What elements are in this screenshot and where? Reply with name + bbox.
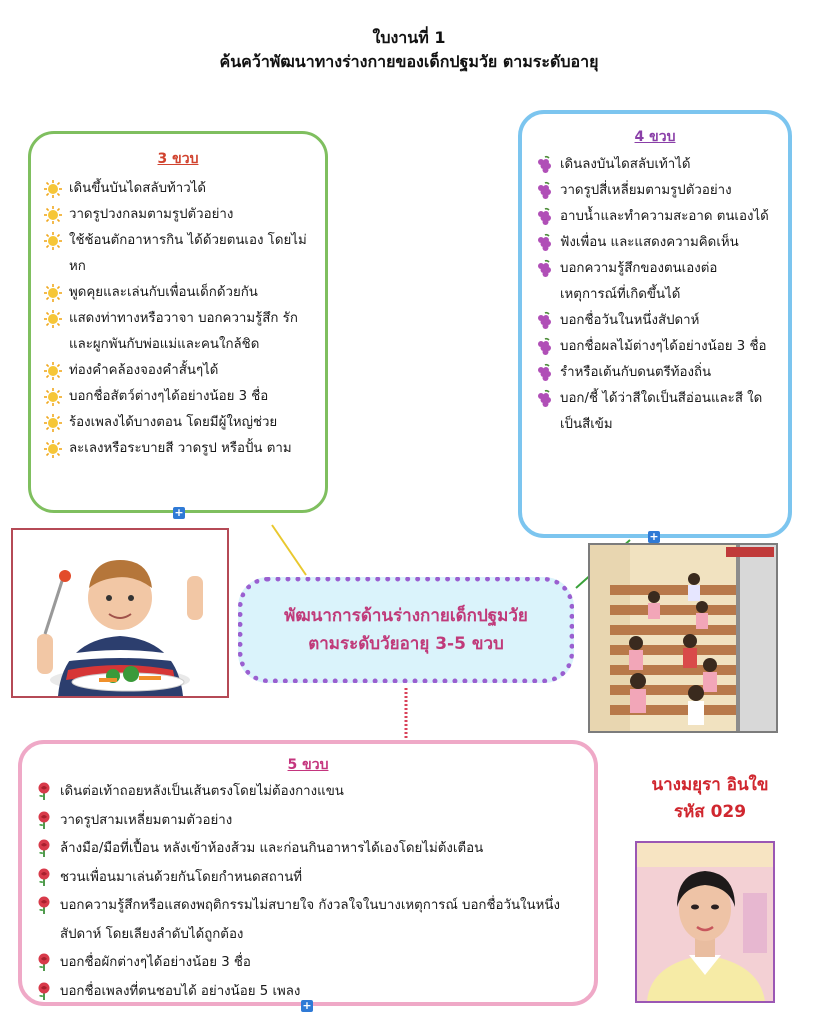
node-5-years-item-text: บอกความรู้สึกหรือแสดงพฤติกรรมไม่สบายใจ กังวลใจในบางเหตุการณ์ บอกชื่อวันในหนึ่งสัปดาห์ โดยเลียงลำดับได้ถูกต้อง [60,898,560,942]
node-3-years-item-text: เดินขึ้นบันไดสลับท้าวได้ [69,181,207,196]
rose-icon [34,952,54,972]
sun-icon [43,361,63,381]
author-name: นางมยุรา อินใข [651,775,769,795]
expand-node-5-years-button[interactable]: + [302,999,312,1012]
node-3-years-item [41,306,315,358]
central-topic-line1: พัฒนาการด้านร่างกายเด็กปฐมวัย [284,606,528,626]
node-5-years-item [32,949,584,978]
node-3-years-item-text: วาดรูปวงกลมตามรูปตัวอย่าง [69,207,234,222]
node-5-years-item-text: ล้างมือ/มือที่เปื้อน หลังเข้าห้องส้วม และก่อนกินอาหารได้เองโดยไม่ต้งเตือน [60,841,484,856]
sun-icon [43,283,63,303]
central-topic-node[interactable] [238,577,574,683]
node-5-years-item-text: บอกชื่อเพลงที่ตนชอบได้ อย่างน้อย 5 เพลง [60,983,301,999]
node-5-years-item [32,864,584,893]
author-student-code: รหัส 029 [673,802,747,822]
node-3-years-item [41,410,315,436]
node-4-years-item [532,386,778,438]
worksheet-number: ใบงานที่ 1 [372,28,446,47]
node-4-years-item-text: บอกความรู้สึกของตนเองต่อ เหตุการณ์ที่เกิดขึ้นได้ [560,261,718,302]
node-3-years-item [41,202,315,228]
sun-icon [43,179,63,199]
grapes-icon [534,207,554,227]
rose-icon [34,867,54,887]
node-3-years-item [41,228,315,280]
node-5-years-item-text: บอกชื่อผักต่างๆได้อย่างน้อย 3 ชื่อ [60,955,251,970]
node-3-years-item-text: พูดคุยและเล่นกับเพื่อนเด็กด้วยกัน [69,285,258,300]
node-5-years-item [32,835,584,864]
node-3-years-item [41,358,315,384]
sun-icon [43,231,63,251]
children-on-stairs-photo [588,543,778,733]
node-4-years-item [532,230,778,256]
rose-icon [34,981,54,1001]
rose-icon [34,895,54,915]
sun-icon [43,413,63,433]
grapes-icon [534,337,554,357]
node-4-years-item [532,334,778,360]
node-4-years-item [532,178,778,204]
grapes-icon [534,181,554,201]
node-4-years-heading: 4 ขวบ [634,129,676,145]
node-4-years-item-text: บอกชื่อผลไม้ต่างๆได้อย่างน้อย 3 ชื่อ [560,339,767,354]
node-5-years[interactable] [18,740,598,1006]
node-5-years-item [32,807,584,836]
central-topic-line2: ตามระดับวัยอายุ 3-5 ขวบ [308,634,504,654]
node-3-years-heading: 3 ขวบ [157,151,199,167]
node-4-years-item-text: บอก/ชี้ ได้ว่าสีใดเป็นสีอ่อนและสี ใดเป็นสีเข้ม [560,391,763,432]
node-3-years-item-text: บอกชื่อสัตว์ต่างๆได้อย่างน้อย 3 ชื่อ [69,389,269,404]
node-4-years-item [532,152,778,178]
node-3-years-item-text: ร้องเพลงได้บางตอน โดยมีผู้ใหญ่ช่วย [69,415,278,430]
rose-icon [34,781,54,801]
node-3-years-item-text: ใช้ช้อนตักอาหารกิน ได้ด้วยตนเอง โดยไม่หก [69,233,307,274]
node-5-years-list [22,778,594,1006]
expand-node-3-years-button[interactable]: + [174,506,184,519]
node-4-years-item-text: ฟังเพื่อน และแสดงความคิดเห็น [560,235,739,250]
boy-eating-photo [11,528,229,698]
node-5-years-item [32,892,584,949]
node-5-years-heading: 5 ขวบ [287,757,329,773]
worksheet-title: ค้นคว้าพัฒนาทางร่างกายของเด็กปฐมวัย ตามระดับอายุ [219,52,599,71]
node-3-years-item [41,384,315,410]
node-3-years-item [41,436,315,462]
node-4-years-item [532,308,778,334]
node-4-years-item-text: บอกชื่อวันในหนึ่งสัปดาห์ [560,313,700,328]
node-4-years-item-text: วาดรูปสี่เหลี่ยมตามรูปตัวอย่าง [560,183,732,198]
node-4-years[interactable] [518,110,792,538]
node-3-years-item [41,176,315,202]
node-5-years-item-text: วาดรูปสามเหลี่ยมตามตัวอย่าง [60,812,233,828]
rose-icon [34,810,54,830]
sun-icon [43,439,63,459]
grapes-icon [534,233,554,253]
connector-to-3-years [272,525,306,575]
sun-icon [43,309,63,329]
node-4-years-list [522,152,788,438]
rose-icon [34,838,54,858]
node-3-years-item-text: ละเลงหรือระบายสี วาดรูป หรือปั้น ตาม [69,441,292,456]
node-5-years-item-text: เดินต่อเท้าถอยหลังเป็นเส้นตรงโดยไม่ต้องกางแขน [60,784,344,799]
node-4-years-item-text: รำหรือเต้นกับดนตรีท้องถิ่น [560,365,712,380]
node-5-years-item-text: ชวนเพื่อนมาเล่นด้วยกันโดยกำหนดสถานที่ [60,869,303,885]
grapes-icon [534,311,554,331]
node-4-years-item-text: เดินลงบันไดสลับเท้าได้ [560,157,691,172]
node-4-years-item-text: อาบน้ำและทำความสะอาด ตนเองได้ [560,209,769,224]
node-3-years-item [41,280,315,306]
grapes-icon [534,155,554,175]
sun-icon [43,387,63,407]
node-4-years-item [532,204,778,230]
node-3-years[interactable] [28,131,328,513]
grapes-icon [534,389,554,409]
node-4-years-item [532,256,778,308]
sun-icon [43,205,63,225]
author-portrait-photo [635,841,775,1003]
node-4-years-item [532,360,778,386]
node-5-years-item [32,778,584,807]
node-3-years-item-text: แสดงท่าทางหรือวาจา บอกความรู้สึก รักและผูกพันกับพ่อแม่และคนใกล้ชิด [69,311,298,352]
expand-node-4-years-button[interactable]: + [649,530,659,543]
grapes-icon [534,259,554,279]
node-3-years-item-text: ท่องคำคล้องจองคำสั้นๆได้ [69,363,219,378]
grapes-icon [534,363,554,383]
node-3-years-list [31,176,325,462]
